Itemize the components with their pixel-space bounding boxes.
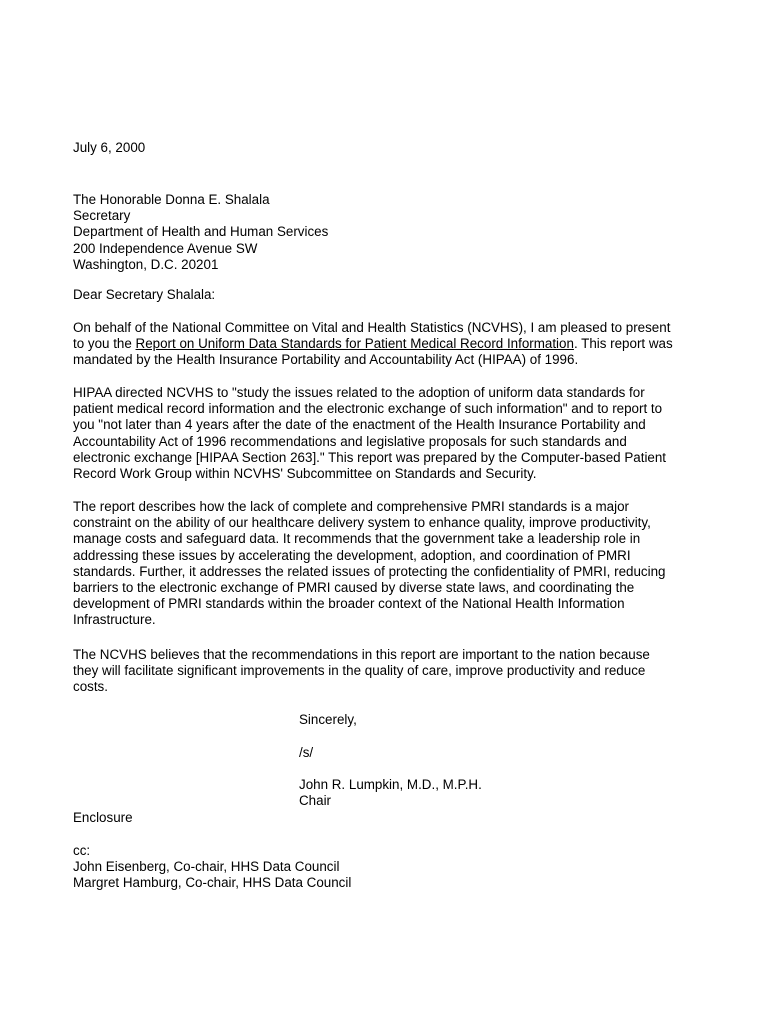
recipient-street: 200 Independence Avenue SW: [73, 240, 258, 256]
paragraph-line: standards. Further, it addresses the related issues of protecting the confidentiality of PMRI, reducing: [73, 563, 666, 579]
recipient-address: [73, 192, 713, 273]
paragraph-line: Record Work Group within NCVHS' Subcommittee on Standards and Security.: [73, 466, 537, 482]
paragraph-line: mandated by the Health Insurance Portability and Accountability Act (HIPAA) of 1996.: [73, 352, 579, 368]
paragraph-intro: [73, 320, 713, 369]
recipient-department: Department of Health and Human Services: [73, 224, 329, 240]
recipient-city: Washington, D.C. 20201: [73, 256, 219, 272]
signer-block: [299, 777, 482, 809]
paragraph-line: costs.: [73, 679, 108, 695]
cc-recipient: Margret Hamburg, Co-chair, HHS Data Council: [73, 875, 352, 891]
recipient-name: The Honorable Donna E. Shalala: [73, 192, 270, 207]
paragraph-line: addressing these issues by accelerating the development, adoption, and coordination of PMRI: [73, 547, 631, 563]
paragraph-line: electronic exchange [HIPAA Section 263]." This report was prepared by the Computer-based Patient: [73, 449, 667, 465]
paragraph-line: they will facilitate significant improvements in the quality of care, improve productivity and reduce: [73, 663, 646, 679]
text-fragment: . This report was: [573, 336, 673, 352]
paragraph-conclusion: [73, 647, 713, 696]
text-fragment: to you the: [73, 336, 136, 352]
paragraph-line: The report describes how the lack of complete and comprehensive PMRI standards is a major: [73, 499, 629, 514]
signature: /s/: [299, 745, 314, 760]
enclosure-note: Enclosure: [73, 810, 133, 825]
paragraph-line: [73, 336, 713, 352]
paragraph-hipaa: [73, 385, 713, 482]
paragraph-line: On behalf of the National Committee on Vital and Health Statistics (NCVHS), I am pleased to present: [73, 320, 671, 335]
cc-list: [73, 843, 713, 892]
paragraph-line: barriers to the electronic exchange of PMRI caused by diverse state laws, and coordinating the: [73, 580, 635, 596]
paragraph-line: manage costs and safeguard data. It recommends that the government take a leadership role in: [73, 531, 641, 547]
cc-label: cc:: [73, 843, 91, 858]
paragraph-line: HIPAA directed NCVHS to "study the issues related to the adoption of uniform data standards for: [73, 385, 645, 400]
paragraph-report-description: [73, 499, 713, 629]
paragraph-line: The NCVHS believes that the recommendations in this report are important to the nation because: [73, 647, 650, 662]
cc-recipient: John Eisenberg, Co-chair, HHS Data Council: [73, 859, 340, 875]
closing: Sincerely,: [299, 712, 357, 727]
signer-title: Chair: [299, 793, 331, 809]
paragraph-line: development of PMRI standards within the broader context of the National Health Information: [73, 596, 625, 612]
paragraph-line: constraint on the ability of our healthcare delivery system to enhance quality, improve productivity,: [73, 515, 651, 531]
letter-date: July 6, 2000: [73, 140, 146, 155]
recipient-title: Secretary: [73, 208, 131, 224]
paragraph-line: Accountability Act of 1996 recommendations and legislative proposals for such standards and: [73, 433, 627, 449]
report-title-underlined: Report on Uniform Data Standards for Patient Medical Record Information: [135, 336, 574, 352]
signer-name: John R. Lumpkin, M.D., M.P.H.: [299, 777, 482, 792]
salutation: Dear Secretary Shalala:: [73, 287, 216, 302]
paragraph-line: Infrastructure.: [73, 612, 156, 628]
paragraph-line: you "not later than 4 years after the date of the enactment of the Health Insurance Portability and: [73, 417, 646, 433]
paragraph-line: patient medical record information and the electronic exchange of such information" and to report to: [73, 401, 663, 417]
